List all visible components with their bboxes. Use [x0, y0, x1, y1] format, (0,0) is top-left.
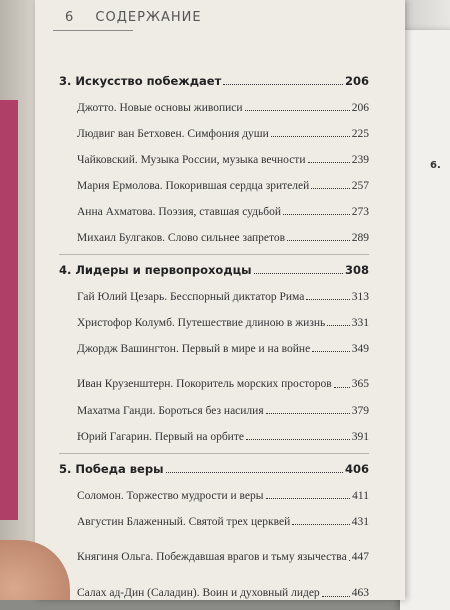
- entry-page: 365: [351, 378, 369, 390]
- section-heading[interactable]: [59, 263, 369, 277]
- section-title: 4. Лидеры и первопроходцы: [59, 263, 252, 277]
- section-page: 308: [344, 263, 369, 277]
- leader-dots: [312, 351, 350, 352]
- leader-dots: [271, 136, 350, 137]
- entry-title: Христофор Колумб. Путешествие длиною в жизнь: [77, 317, 326, 329]
- section-divider: [59, 453, 369, 454]
- entry-title: Соломон. Торжество мудрости и веры: [77, 490, 264, 502]
- entry-title: Джотто. Новые основы живописи: [77, 102, 243, 114]
- toc-entry[interactable]: [59, 114, 369, 140]
- leader-dots: [292, 524, 350, 525]
- toc-entry[interactable]: [59, 140, 369, 166]
- entry-title: Юрий Гагарин. Первый на орбите: [77, 431, 244, 443]
- section-title: 5. Победа веры: [59, 462, 164, 476]
- entry-title: Джордж Вашингтон. Первый в мире и на войне: [77, 343, 311, 355]
- page-title: СОДЕРЖАНИЕ: [95, 10, 202, 25]
- entry-page: 379: [351, 405, 369, 417]
- facing-page-number: 6.: [430, 160, 441, 171]
- leader-dots: [334, 387, 350, 388]
- toc-entry[interactable]: [59, 391, 369, 417]
- entry-title: Иван Крузенштерн. Покоритель морских просторов: [77, 378, 332, 390]
- section-page: 406: [344, 462, 369, 476]
- entry-page: 289: [351, 232, 369, 244]
- entry-page: 391: [351, 431, 369, 443]
- entry-page: 463: [351, 587, 369, 599]
- toc-entry[interactable]: [59, 192, 369, 218]
- entry-title: Мария Ермолова. Покорившая сердца зрителей: [77, 180, 310, 192]
- toc-entry[interactable]: [59, 355, 369, 391]
- leader-dots: [223, 84, 343, 85]
- leader-dots: [311, 188, 349, 189]
- entry-page: 257: [351, 180, 369, 192]
- leader-dots: [254, 273, 343, 274]
- toc-entry[interactable]: [59, 564, 369, 600]
- leader-dots: [308, 162, 350, 163]
- page-header: [65, 10, 202, 25]
- leader-dots: [245, 110, 350, 111]
- entry-title: Княгиня Ольга. Побеждавшая врагов и тьму язычества: [77, 551, 347, 563]
- section-title: 3. Искусство побеждает: [59, 74, 222, 88]
- entry-page: 239: [351, 154, 369, 166]
- toc-entry[interactable]: [59, 218, 369, 244]
- entry-page: 273: [351, 206, 369, 218]
- leader-dots: [266, 413, 350, 414]
- entry-title: Анна Ахматова. Поэзия, ставшая судьбой: [77, 206, 282, 218]
- header-rule: [53, 30, 133, 31]
- section-page: 206: [344, 74, 369, 88]
- toc-entry[interactable]: [59, 277, 369, 303]
- leader-dots: [349, 560, 350, 561]
- toc-entry[interactable]: [59, 88, 369, 114]
- section-heading[interactable]: [59, 462, 369, 476]
- section-divider: [59, 254, 369, 255]
- toc-entry[interactable]: [59, 303, 369, 329]
- entry-page: 447: [351, 551, 369, 563]
- entry-page: 313: [351, 291, 369, 303]
- entry-page: 431: [351, 516, 369, 528]
- book-page: [35, 0, 405, 600]
- toc-entry[interactable]: [59, 166, 369, 192]
- table-of-contents: [59, 66, 369, 600]
- entry-title: Людвиг ван Бетховен. Симфония души: [77, 128, 269, 140]
- entry-page: 349: [351, 343, 369, 355]
- toc-entry[interactable]: [59, 417, 369, 443]
- entry-title: Чайковский. Музыка России, музыка вечности: [77, 154, 306, 166]
- facing-page: [400, 30, 450, 610]
- leader-dots: [327, 325, 349, 326]
- entry-title: Салах ад-Дин (Саладин). Воин и духовный лидер: [77, 587, 320, 599]
- entry-page: 225: [351, 128, 369, 140]
- leader-dots: [306, 299, 349, 300]
- toc-entry[interactable]: [59, 502, 369, 528]
- toc-entry[interactable]: [59, 528, 369, 564]
- section-heading[interactable]: [59, 74, 369, 88]
- entry-title: Михаил Булгаков. Слово сильнее запретов: [77, 232, 286, 244]
- leader-dots: [287, 240, 350, 241]
- entry-page: 206: [351, 102, 369, 114]
- toc-entry[interactable]: [59, 476, 369, 502]
- leader-dots: [266, 498, 351, 499]
- leader-dots: [166, 472, 343, 473]
- leader-dots: [246, 439, 350, 440]
- entry-title: Гай Юлий Цезарь. Бесспорный диктатор Рима: [77, 291, 305, 303]
- page-number: 6: [65, 10, 75, 25]
- entry-title: Махатма Ганди. Бороться без насилия: [77, 405, 264, 417]
- entry-page: 411: [352, 490, 369, 502]
- leader-dots: [322, 596, 350, 597]
- leader-dots: [283, 214, 350, 215]
- entry-page: 331: [351, 317, 369, 329]
- book-cover-edge: [0, 100, 18, 520]
- entry-title: Августин Блаженный. Святой трех церквей: [77, 516, 291, 528]
- toc-entry[interactable]: [59, 329, 369, 355]
